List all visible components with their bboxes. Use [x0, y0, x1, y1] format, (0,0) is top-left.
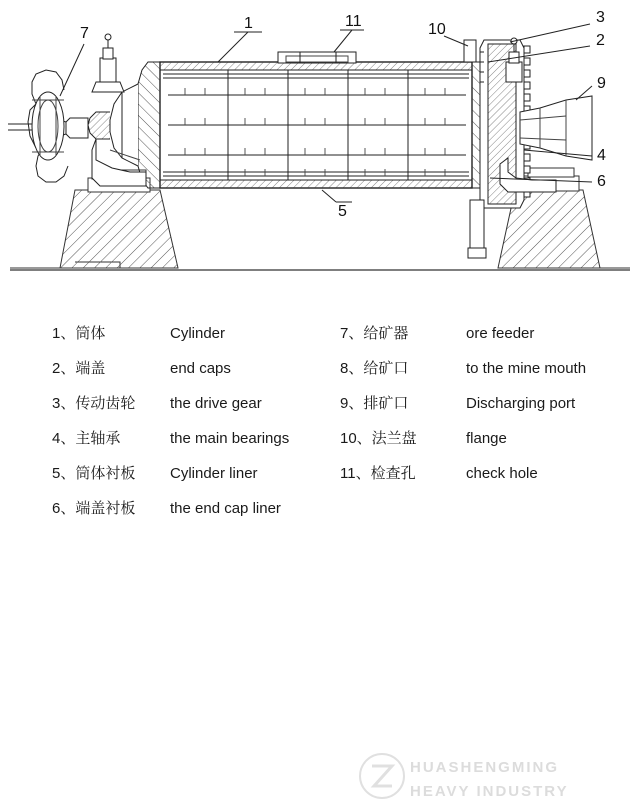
- callout-4: 4: [597, 147, 606, 164]
- legend-label-en-7: ore feeder: [466, 325, 535, 342]
- legend-label-en-10: flange: [466, 430, 507, 447]
- legend-item: [340, 351, 586, 386]
- callout-10: 10: [428, 21, 446, 38]
- legend-label-cn-5: 5、筒体衬板: [52, 465, 136, 482]
- callout-2: 2: [596, 32, 605, 49]
- legend-label-cn-2: 2、端盖: [52, 360, 106, 377]
- legend-label-cn-7: 7、给矿器: [340, 325, 409, 342]
- callout-1: 1: [244, 15, 253, 32]
- legend-label-cn-9: 9、排矿口: [340, 395, 409, 412]
- callout-7: 7: [80, 25, 89, 42]
- legend-label-en-4: the main bearings: [170, 430, 290, 447]
- watermark: [358, 752, 628, 812]
- legend-label-en-6: the end cap liner: [170, 500, 281, 517]
- legend-label-en-9: Discharging port: [466, 395, 576, 412]
- legend-item: [340, 386, 586, 421]
- watermark-line-1: HUASHENGMING: [410, 759, 560, 776]
- company-logo-icon: [358, 752, 406, 800]
- legend-label-en-3: the drive gear: [170, 395, 262, 412]
- legend-label-en-11: check hole: [466, 465, 538, 482]
- legend: [0, 300, 640, 800]
- legend-label-cn-3: 3、传动齿轮: [52, 395, 136, 412]
- callout-3: 3: [596, 9, 605, 26]
- legend-label-cn-4: 4、主轴承: [52, 430, 121, 447]
- legend-column-left: [52, 316, 289, 526]
- legend-item: [52, 386, 289, 421]
- watermark-line-2: HEAVY INDUSTRY: [410, 783, 569, 800]
- legend-item: [52, 351, 289, 386]
- legend-label-cn-11: 11、检查孔: [340, 465, 416, 482]
- ball-mill-drawing: [0, 0, 640, 300]
- legend-label-en-1: Cylinder: [170, 325, 226, 342]
- legend-item: [52, 421, 289, 456]
- legend-label-cn-10: 10、法兰盘: [340, 430, 417, 447]
- legend-column-right: [340, 316, 586, 491]
- legend-label-cn-1: 1、筒体: [52, 325, 106, 342]
- legend-label-cn-8: 8、给矿口: [340, 360, 409, 377]
- callout-11: 11: [345, 13, 362, 30]
- callout-6: 6: [597, 173, 606, 190]
- legend-item: [340, 421, 586, 456]
- legend-item: [340, 316, 586, 351]
- legend-label-en-2: end caps: [170, 360, 231, 377]
- callout-5: 5: [338, 203, 347, 220]
- callout-9: 9: [597, 75, 606, 92]
- machine-diagram: [0, 0, 640, 300]
- legend-item: [52, 316, 289, 351]
- legend-label-cn-6: 6、端盖衬板: [52, 500, 136, 517]
- legend-label-en-8: to the mine mouth: [466, 360, 587, 377]
- legend-item: [52, 491, 289, 526]
- legend-item: [340, 456, 586, 491]
- legend-label-en-5: Cylinder liner: [170, 465, 258, 482]
- watermark-text: [410, 756, 569, 804]
- legend-item: [52, 456, 289, 491]
